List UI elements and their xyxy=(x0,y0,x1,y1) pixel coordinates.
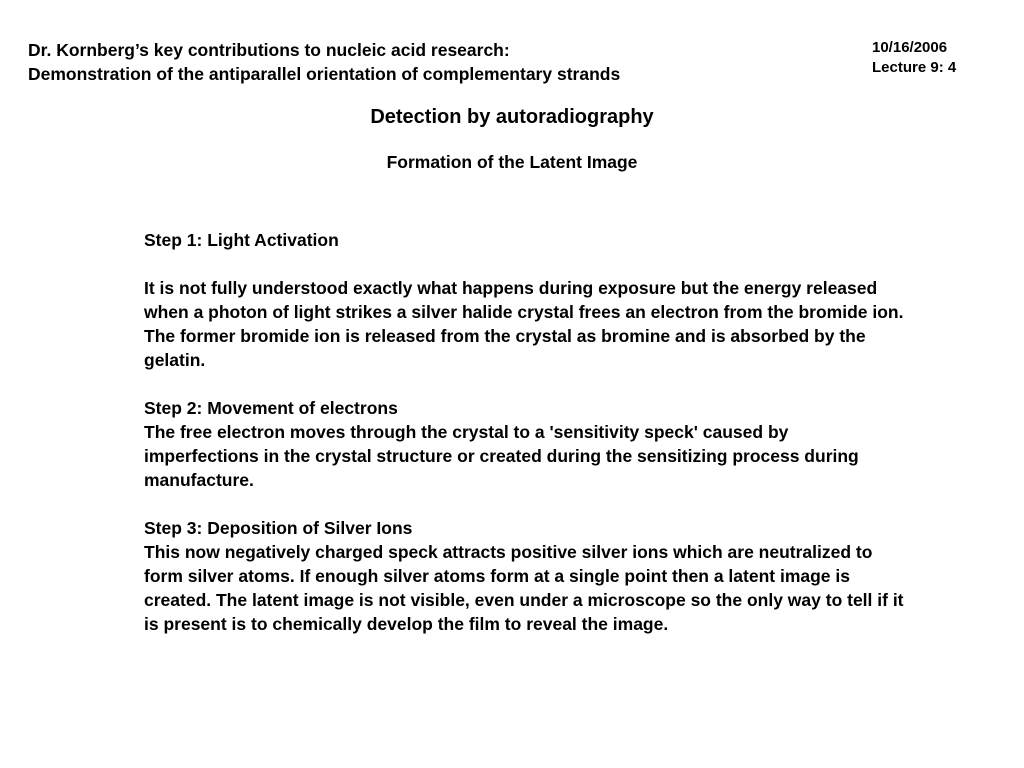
step-2-heading: Step 2: Movement of electrons xyxy=(144,398,398,418)
steps-content xyxy=(144,228,904,636)
step-separator xyxy=(144,372,904,396)
step-3 xyxy=(144,516,904,636)
step-1-body: It is not fully understood exactly what happens during exposure but the energy released when a photon of light strikes a silver halide crystal frees an electron from the bromide ion. The former bromide ion is released from the crystal as bromine and is absorbed by the gelatin. xyxy=(144,278,904,370)
step-separator xyxy=(144,492,904,516)
lecture-title-line-2: Demonstration of the antiparallel orientation of complementary strands xyxy=(28,64,621,84)
lecture-date: 10/16/2006 xyxy=(872,39,948,56)
step-1-heading: Step 1: Light Activation xyxy=(144,230,339,250)
slide-subtitle: Formation of the Latent Image xyxy=(386,152,638,172)
lecture-title xyxy=(28,38,828,86)
slide-title: Detection by autoradiography xyxy=(370,106,654,128)
step-2-body: The free electron moves through the crystal to a 'sensitivity speck' caused by imperfections in the crystal structure or created during the sensitizing process during manufacture. xyxy=(144,422,859,490)
step-1 xyxy=(144,228,904,372)
lecture-title-line-1: Dr. Kornberg’s key contributions to nucleic acid research: xyxy=(28,40,510,60)
lecture-number: Lecture 9: 4 xyxy=(872,59,957,76)
step-1-spacer xyxy=(144,252,904,276)
step-3-body: This now negatively charged speck attracts positive silver ions which are neutralized to form silver atoms. If enough silver atoms form at a single point then a latent image is created. The latent image is not visible, even under a microscope so the only way to tell if it is present is to chemically develop the film to reveal the image. xyxy=(144,542,904,634)
step-3-heading: Step 3: Deposition of Silver Ions xyxy=(144,518,413,538)
lecture-meta xyxy=(872,38,956,78)
step-2 xyxy=(144,396,904,492)
